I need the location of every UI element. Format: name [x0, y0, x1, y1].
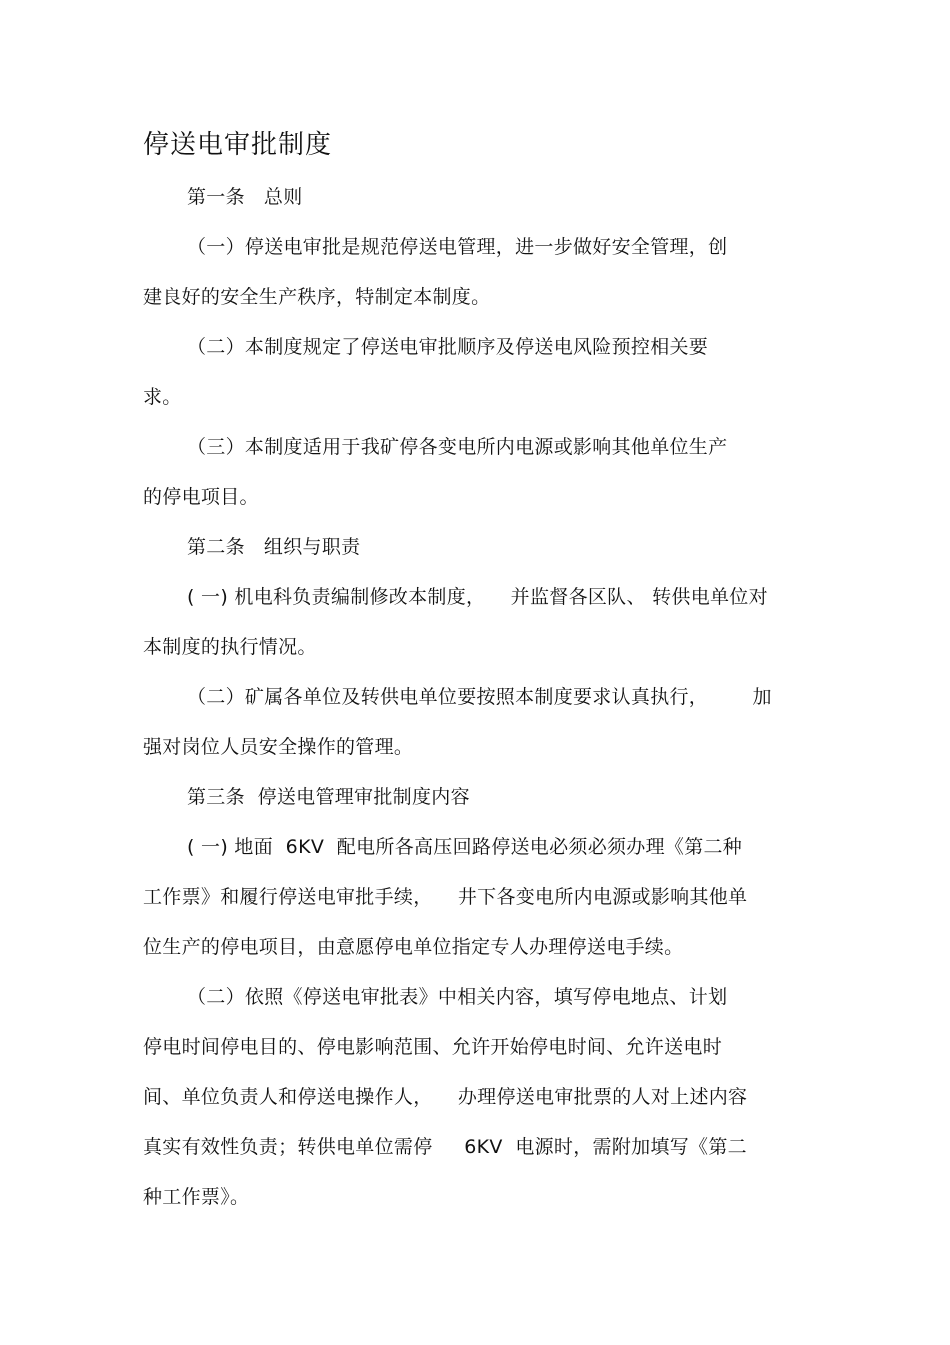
paragraph-line: 停电时间停电目的、停电影响范围、允许开始停电时间、允许送电时	[143, 1036, 723, 1058]
section-heading-2: 第二条 组织与职责	[187, 536, 361, 558]
paragraph-line: ( 一) 机电科负责编制修改本制度， 并监督各区队、 转供电单位对	[187, 586, 768, 608]
paragraph-line: （三）本制度适用于我矿停各变电所内电源或影响其他单位生产	[187, 436, 728, 458]
paragraph-line: 种工作票》。	[143, 1186, 250, 1208]
paragraph-line: 位生产的停电项目，由意愿停电单位指定专人办理停送电手续。	[143, 936, 684, 958]
paragraph-line: 求。	[143, 386, 182, 408]
section-heading-3: 第三条 停送电管理审批制度内容	[187, 786, 470, 808]
paragraph-line: 强对岗位人员安全操作的管理。	[143, 736, 414, 758]
paragraph-line: 真实有效性负责；转供电单位需停 6KV 电源时，需附加填写《第二	[143, 1136, 747, 1158]
paragraph-line: （二）矿属各单位及转供电单位要按照本制度要求认真执行， 加	[187, 686, 772, 708]
paragraph-line: ( 一) 地面 6KV 配电所各高压回路停送电必须必须办理《第二种	[187, 836, 743, 858]
paragraph-line: 本制度的执行情况。	[143, 636, 317, 658]
paragraph-line: （二）本制度规定了停送电审批顺序及停送电风险预控相关要	[187, 336, 709, 358]
document-title: 停送电审批制度	[143, 130, 333, 160]
paragraph-line: 间、单位负责人和停送电操作人， 办理停送电审批票的人对上述内容	[143, 1086, 748, 1108]
paragraph-line: 建良好的安全生产秩序，特制定本制度。	[143, 286, 491, 308]
section-heading-1: 第一条 总则	[187, 186, 303, 208]
paragraph-line: 工作票》和履行停送电审批手续， 井下各变电所内电源或影响其他单	[143, 886, 748, 908]
paragraph-line: （一）停送电审批是规范停送电管理，进一步做好安全管理，创	[187, 236, 728, 258]
paragraph-line: （二）依照《停送电审批表》中相关内容，填写停电地点、计划	[187, 986, 728, 1008]
paragraph-line: 的停电项目。	[143, 486, 259, 508]
